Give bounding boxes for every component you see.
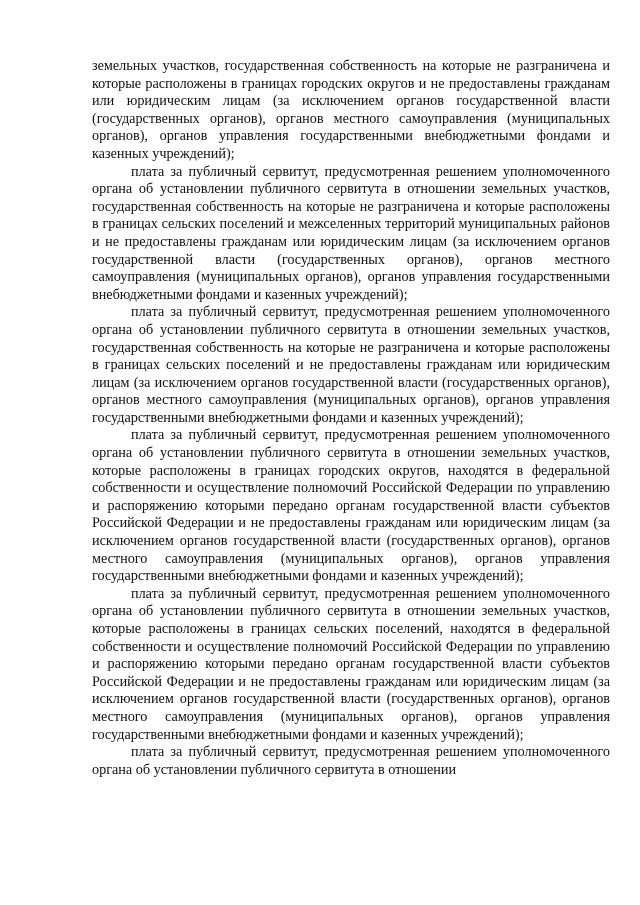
paragraph-continuation: земельных участков, государственная собственность на которые не разграничена и которые расположены в границах городских округов и не предоставлены гражданам или юридическим лицам (за исключением органов государственной власти (государственных органов), органов местного самоуправления (муниципальных органов), органов управления государственными внебюджетными фондами и казенных учреждений); xyxy=(92,58,610,162)
paragraph-trailing: плата за публичный сервитут, предусмотренная решением уполномоченного органа об установлении публичного сервитута в отношении xyxy=(92,744,610,778)
paragraph-rural-settlements-intersettlement: плата за публичный сервитут, предусмотренная решением уполномоченного органа об установлении публичного сервитута в отношении земельных участков, государственная собственность на которые не разграничена и которые расположены в границах сельских поселений и межселенных территорий муниципальных районов и не предоставлены гражданам или юридическим лицам (за исключением органов государственной власти (государственных органов), органов местного самоуправления (муниципальных органов), органов управления государственными внебюджетными фондами и казенных учреждений); xyxy=(92,163,610,303)
paragraph-federal-urban-districts: плата за публичный сервитут, предусмотренная решением уполномоченного органа об установлении публичного сервитута в отношении земельных участков, которые расположены в границах городских округов, находятся в федеральной собственности и осуществление полномочий Российской Федерации по управлению и распоряжению которыми передано органам государственной власти субъектов Российской Федерации и не предоставлены гражданам или юридическим лицам (за исключением органов государственной власти (государственных органов), органов местного самоуправления (муниципальных органов), органов управления государственными внебюджетными фондами и казенных учреждений); xyxy=(92,427,610,585)
paragraph-rural-settlements: плата за публичный сервитут, предусмотренная решением уполномоченного органа об установлении публичного сервитута в отношении земельных участков, государственная собственность на которые не разграничена и которые расположены в границах сельских поселений и не предоставлены гражданам или юридическим лицам (за исключением органов государственной власти (государственных органов), органов местного самоуправления (муниципальных органов), органов управления государственными внебюджетными фондами и казенных учреждений); xyxy=(92,304,610,426)
paragraph-federal-rural-settlements: плата за публичный сервитут, предусмотренная решением уполномоченного органа об установлении публичного сервитута в отношении земельных участков, которые расположены в границах сельских поселений, находятся в федеральной собственности и осуществление полномочий Российской Федерации по управлению и распоряжению которыми передано органам государственной власти субъектов Российской Федерации и не предоставлены гражданам или юридическим лицам (за исключением органов государственной власти (государственных органов), органов местного самоуправления (муниципальных органов), органов управления государственными внебюджетными фондами и казенных учреждений); xyxy=(92,585,610,743)
